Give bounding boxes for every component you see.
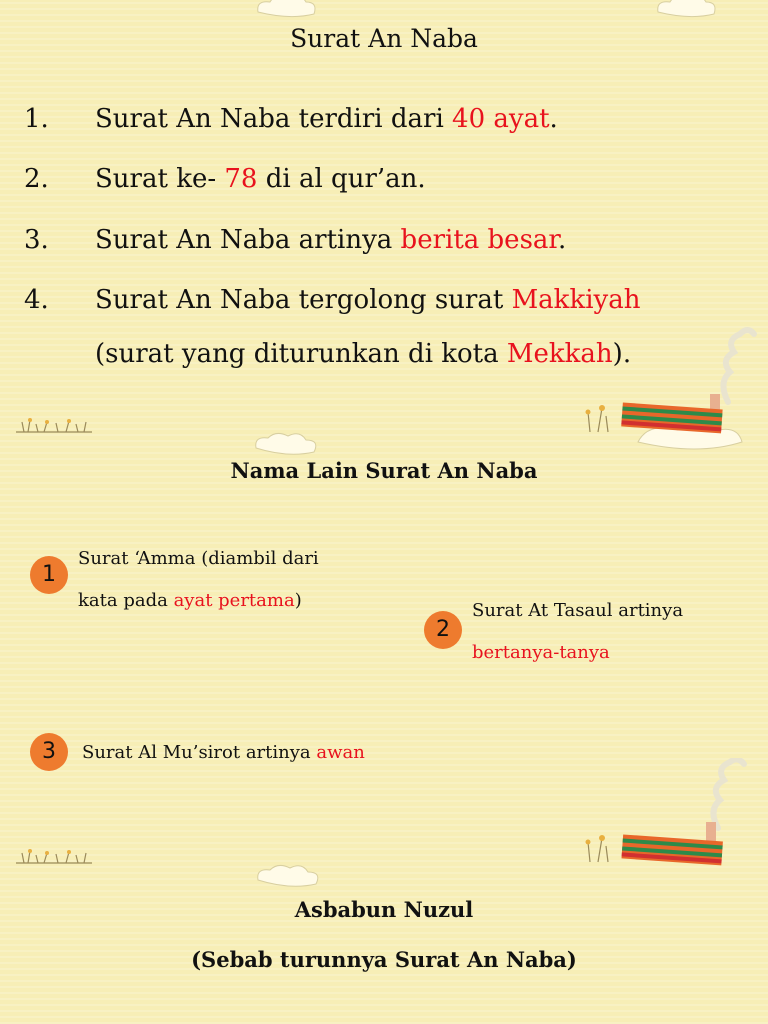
fact-4-text: Surat An Naba tergolong surat [95, 285, 512, 315]
cloud-decoration-top-right [650, 0, 720, 24]
fact-3 [95, 225, 566, 255]
badge-3: 3 [30, 733, 68, 771]
other-name-1-line-1: Surat ‘Amma (diambil dari [78, 548, 319, 569]
fact-2 [95, 164, 426, 194]
fact-3-highlight: berita besar [400, 225, 558, 255]
cloud-decoration-top-left [250, 0, 320, 22]
train-decoration-bottom-right [578, 758, 758, 878]
fact-number-3: 3. [24, 225, 49, 255]
fact-4-line-2-text: (surat yang diturunkan di kota [95, 339, 507, 369]
fact-3-end: . [557, 225, 567, 255]
fact-4-line-2 [95, 339, 631, 369]
fact-2-end: di al qur’an. [257, 164, 426, 194]
fact-number-2: 2. [24, 164, 49, 194]
grass-decoration-left-2 [14, 845, 94, 867]
fact-4 [95, 285, 640, 315]
other-name-1-line-2-text: kata pada [78, 590, 174, 611]
cloud-decoration-bottom [250, 862, 325, 892]
other-name-1-end: ) [294, 590, 302, 611]
badge-1: 1 [30, 556, 68, 594]
other-name-3-text: Surat Al Mu’sirot artinya [82, 742, 317, 763]
other-name-3-highlight: awan [316, 742, 365, 763]
fact-1-text: Surat An Naba terdiri dari [95, 104, 453, 134]
other-name-2-highlight: bertanya-tanya [472, 642, 610, 663]
fact-4-line-2-highlight: Mekkah [506, 339, 613, 369]
fact-2-text: Surat ke- [95, 164, 225, 194]
section-subtitle-asbabun-nuzul: (Sebab turunnya Surat An Naba) [191, 947, 577, 972]
fact-number-4: 4. [24, 285, 49, 315]
fact-number-1: 1. [24, 104, 49, 134]
page-title: Surat An Naba [290, 24, 478, 53]
other-name-1-highlight: ayat pertama [173, 590, 295, 611]
grass-decoration-left-1 [14, 414, 94, 436]
fact-4-line-2-end: ). [612, 339, 632, 369]
fact-1 [95, 104, 558, 134]
badge-2: 2 [424, 611, 462, 649]
other-name-1-line-2 [78, 590, 302, 611]
fact-3-text: Surat An Naba artinya [95, 225, 401, 255]
other-name-2-line-1: Surat At Tasaul artinya [472, 600, 684, 621]
other-name-3 [82, 742, 365, 763]
cloud-decoration-mid [248, 430, 323, 460]
fact-4-highlight: Makkiyah [511, 285, 641, 315]
fact-1-end: . [549, 104, 558, 134]
fact-2-highlight: 78 [224, 164, 258, 194]
section-title-other-names: Nama Lain Surat An Naba [230, 458, 538, 483]
section-title-asbabun-nuzul: Asbabun Nuzul [294, 897, 474, 922]
fact-1-highlight: 40 ayat [452, 104, 550, 134]
